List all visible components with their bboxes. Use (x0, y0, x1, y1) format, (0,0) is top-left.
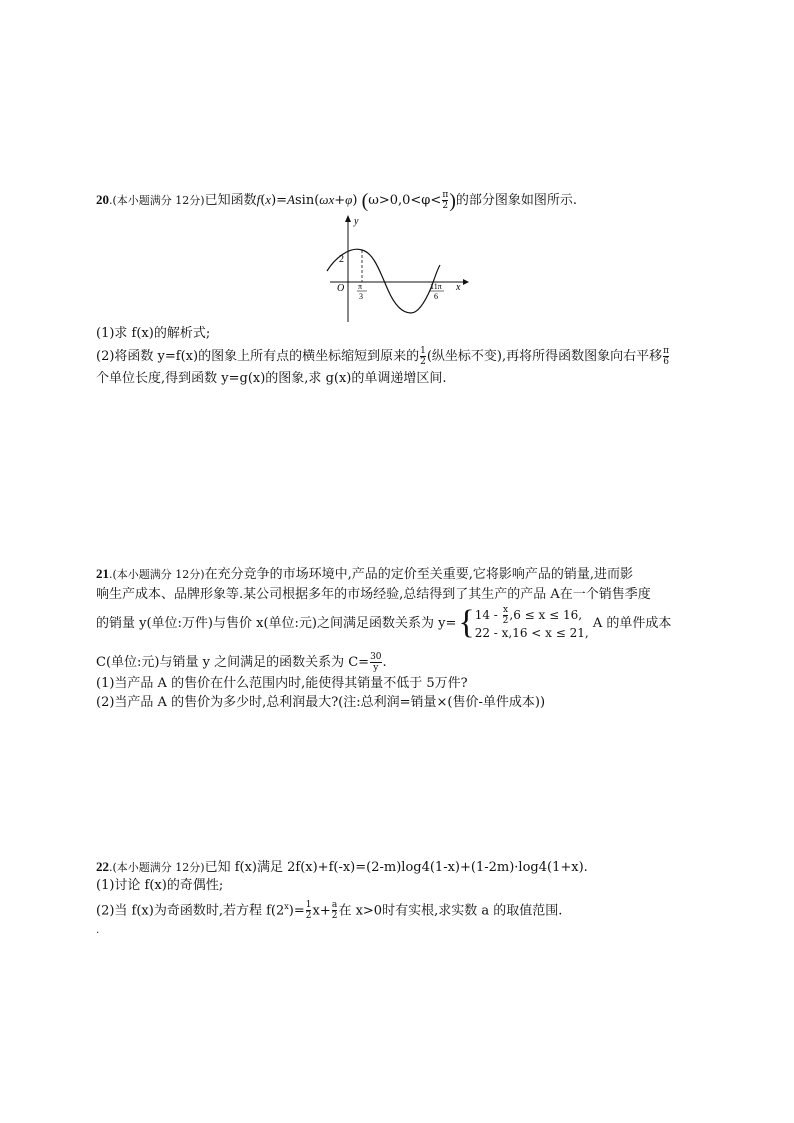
q21-meta: .(本小题满分 12分) (109, 568, 205, 581)
q22-line1-text: 已知 f(x)满足 2f(x)+f(-x)=(2-m)log4(1-x)+(1-2m)·log4(1+x). (204, 860, 588, 875)
q21-line3-b: A 的单件成本 (592, 615, 672, 631)
q20-sine-graph (325, 210, 470, 325)
q21-line4-frac (370, 652, 381, 673)
q21-line4-frac-den: y (370, 662, 381, 673)
y-axis-label: y (354, 216, 359, 227)
q22-part2-c: x+ (312, 903, 331, 919)
q22-line1 (96, 858, 588, 877)
q20-cond-frac-den: 2 (442, 201, 449, 211)
q22-part2-a: (2)当 f(x)为奇函数时,若方程 f(2 (96, 903, 285, 919)
q20-number: 20 (96, 192, 109, 207)
q20-omega: ω (319, 192, 329, 207)
q20-eq-prefix: )= (271, 193, 288, 208)
q20-part2-frac-num: 1 (420, 346, 426, 356)
q20-cond-frac (442, 190, 448, 211)
q22-part2 (96, 898, 562, 921)
q20-part2-frac (420, 346, 426, 367)
q22-frac2-num: a (331, 900, 338, 911)
q21-line3 (96, 605, 671, 642)
q20-part1: (1)求 f(x)的解析式; (96, 326, 211, 341)
q21-line4-b: . (382, 655, 387, 670)
q21-line4 (96, 652, 387, 673)
q21-case1-frac (503, 605, 509, 626)
q22-meta: .(本小题满分 12分) (109, 861, 205, 874)
q21-case1-a: 14 - (474, 608, 502, 622)
q20-sin: sin( (295, 193, 320, 208)
q21-case1 (475, 605, 589, 626)
q20-suffix: 的部分图象如图所示. (455, 193, 578, 208)
q20-intro: 已知函数 (204, 193, 257, 208)
q20-cond-frac-num: π (442, 190, 449, 200)
q21-line2: 响生产成本、品牌形象等.某公司根据多年的市场经验,总结得到了其生产的产品 A在一个销售季度 (96, 587, 651, 602)
q20-stem: 20.(本小题满分 12分)已知函数f(x)=Asin(ωx+φ) (ω>0,0<φ< $\frac{\pi}{2}$ )的部分图象如图所示. (96, 190, 578, 212)
q21-case1-frac-den: 2 (502, 616, 509, 626)
x-axis-label: x (456, 282, 461, 293)
q21-line1 (96, 565, 633, 584)
q21-part2: (2)当产品 A 的售价为多少时,总利润最大?(注:总利润=销量×(售价-单件成本)) (96, 695, 546, 710)
q21-piecewise (458, 605, 588, 642)
q20-part2-b: (纵坐标不变),再将所得函数图象向右平移 (426, 349, 663, 364)
q20-part2-line1 (96, 346, 670, 367)
x-tick-pi3-num: π (358, 282, 363, 291)
y-axis-arrow (345, 215, 351, 222)
q21-case1-frac-num: x (502, 605, 509, 615)
q20-x: x (328, 192, 335, 207)
q20-cond-open: ( (361, 190, 369, 212)
q22-part2-b: )= (288, 903, 305, 919)
q22-frac1-num: 1 (305, 900, 312, 911)
y-tick-2: 2 (339, 254, 344, 265)
origin-label: O (337, 283, 345, 294)
q22-frac1-den: 2 (305, 911, 312, 922)
q20-amplitude: A (287, 192, 295, 207)
q21-number: 21 (96, 566, 109, 581)
q22-number: 22 (96, 859, 109, 874)
q20-part2-a: (2)将函数 y=f(x)的图象上所有点的横坐标缩短到原来的 (96, 349, 420, 364)
x-tick-11pi6-den: 6 (434, 292, 438, 301)
q22-frac2 (332, 900, 338, 921)
q20-meta: .(本小题满分 12分) (109, 194, 205, 207)
q21-line4-a: C(单位:元)与销量 y 之间满足的函数关系为 C= (96, 655, 370, 670)
q20-cond-text: ω>0,0<φ< (368, 193, 442, 208)
q22-frac1 (306, 900, 312, 921)
q22-part1: (1)讨论 f(x)的奇偶性; (96, 878, 224, 893)
q21-cases (475, 605, 589, 641)
q21-case2: 22 - x,16 < x ≤ 21, (474, 626, 589, 640)
q21-line3-a: 的销量 y(单位:万件)与售价 x(单位:元)之间满足函数关系为 y= (96, 615, 457, 631)
q21-line4-frac-num: 30 (370, 652, 382, 662)
q20-close: ) (352, 193, 358, 208)
q20-func-arg: x (265, 192, 272, 207)
q21-line1-text: 在充分竞争的市场环境中,产品的定价至关重要,它将影响产品的销量,进而影 (204, 567, 633, 582)
x-tick-11pi6-num: 11π (430, 282, 442, 291)
q20-cond-close: ) (449, 190, 456, 212)
x-tick-pi3-den: 3 (359, 292, 363, 301)
q22-frac2-den: 2 (331, 911, 338, 922)
q20-plus: + (334, 193, 346, 208)
q20-part2-line2: 个单位长度,得到函数 y=g(x)的图象,求 g(x)的单调递增区间. (96, 371, 447, 386)
x-axis-arrow (463, 279, 469, 285)
q20-part2-frac2-num: π (663, 346, 670, 356)
q21-part1: (1)当产品 A 的售价在什么范围内时,能使得其销量不低于 5万件? (96, 676, 468, 691)
q20-func-name: f (256, 192, 261, 207)
q20-part2-frac2-den: 6 (663, 357, 669, 367)
q22-part2-sup: x (284, 902, 289, 911)
q21-case1-b: ,6 ≤ x ≤ 16, (509, 608, 583, 622)
q20-part2-frac-den: 2 (420, 357, 426, 367)
trailing-dot: . (96, 925, 100, 936)
q20-part2-frac2 (663, 346, 669, 367)
q21-brace: { (458, 604, 475, 641)
q22-part2-d: 在 x>0时有实根,求实数 a 的取值范围. (338, 903, 563, 919)
q20-phi: φ (345, 192, 353, 207)
